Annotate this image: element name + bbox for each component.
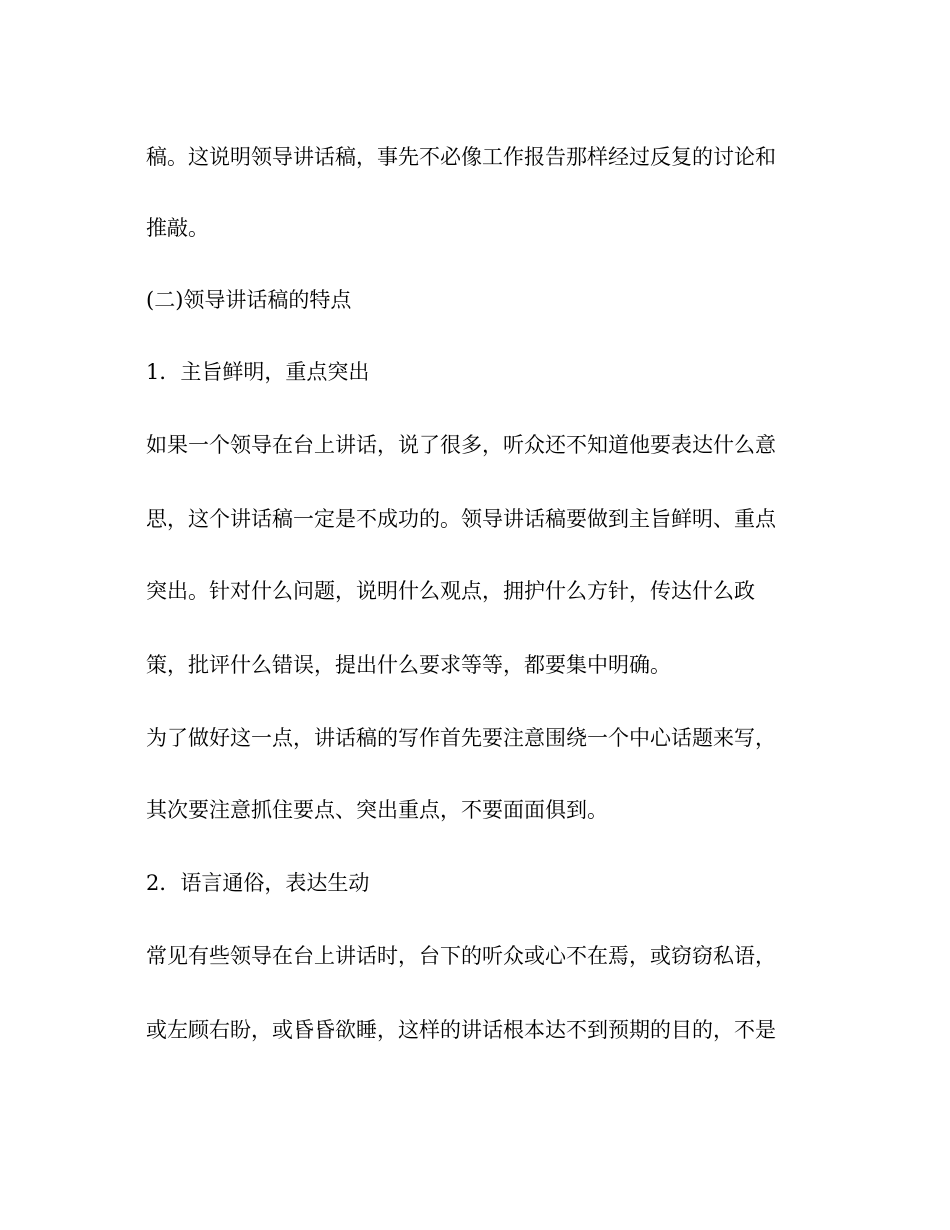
section-heading: (二)领导讲话稿的特点 <box>146 288 352 312</box>
text-line: 稿。这说明领导讲话稿，事先不必像工作报告那样经过反复的讨论和 <box>146 145 776 169</box>
subsection-heading: 1．主旨鲜明，重点突出 <box>146 360 370 384</box>
text-line: 推敲。 <box>146 216 209 240</box>
text-line: 为了做好这一点，讲话稿的写作首先要注意围绕一个中心话题来写， <box>146 726 776 750</box>
text-line: 思，这个讲话稿一定是不成功的。领导讲话稿要做到主旨鲜明、重点 <box>146 507 776 531</box>
text-line: 其次要注意抓住要点、突出重点，不要面面俱到。 <box>146 798 608 822</box>
text-line: 或左顾右盼，或昏昏欲睡，这样的讲话根本达不到预期的目的，不是 <box>146 1018 776 1042</box>
subsection-heading: 2．语言通俗，表达生动 <box>146 871 370 895</box>
text-line: 策，批评什么错误，提出什么要求等等，都要集中明确。 <box>146 653 671 677</box>
text-line: 突出。针对什么问题，说明什么观点，拥护什么方针，传达什么政 <box>146 579 755 603</box>
text-line: 如果一个领导在台上讲话，说了很多，听众还不知道他要表达什么意 <box>146 433 776 457</box>
text-line: 常见有些领导在台上讲话时，台下的听众或心不在焉，或窃窃私语， <box>146 944 776 968</box>
